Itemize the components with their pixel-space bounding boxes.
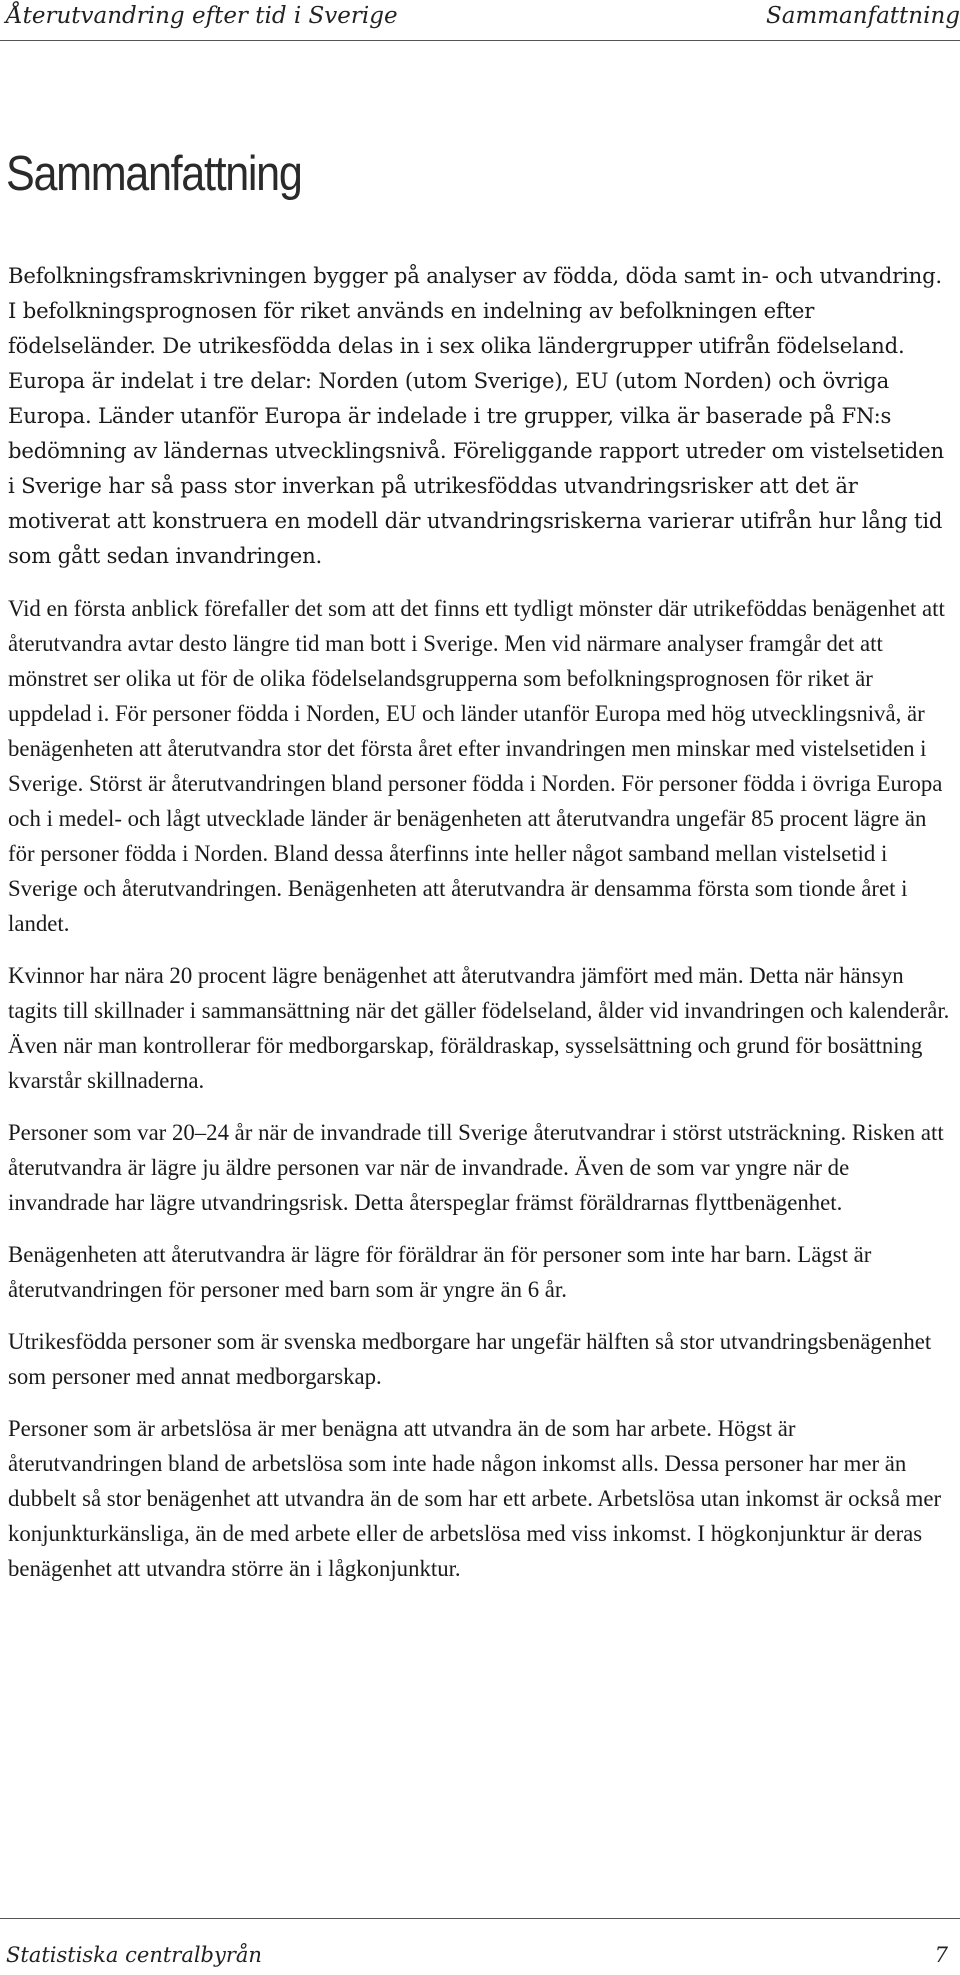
paragraph-unemployment: Personer som är arbetslösa är mer benägna att utvandra än de som har arbete. Högst är återutvandringen bland de arbetslösa som inte hade någon inkomst alls. Dessa personer har mer än dubbelt så stor benägenhet att utvandra än de som har ett arbete. Arbetslösa utan inkomst är också mer konjunkturkänsliga, än de med arbete eller de arbetslösa med viss inkomst. I högkonjunktur är deras benägenhet att utvandra större än i lågkonjunktur. (8, 1416, 942, 1581)
paragraph-parenthood: Benägenheten att återutvandra är lägre för föräldrar än för personer som inte har barn. Lägst är återutvandringen för personer med barn som är yngre än 6 år. (8, 1242, 872, 1302)
paragraph-age: Personer som var 20–24 år när de invandrade till Sverige återutvandrar i störst utsträckning. Risken att återutvandra är lägre ju äldre personen var när de invandrade. Även de som var yngre när de invandrade har lägre utvandringsrisk. Detta återspeglar främst föräldrarnas flyttbenägenhet. (8, 1120, 944, 1215)
paragraph-intro: Befolkningsframskrivningen bygger på analyser av födda, döda samt in- och utvandring. I befolkningsprognosen för riket används en indelning av befolkningen efter födelseländer. De utrikesfödda delas in i sex olika ländergrupper utifrån födelseland. Europa är indelat i tre delar: Norden (utom Sverige), EU (utom Norden) och övriga Europa. Länder utanför Europa är indelade i tre grupper, vilka är baserade på FN:s bedömning av ländernas utvecklingsnivå. Föreliggande rapport utreder om vistelsetiden i Sverige har så pass stor inverkan på utrikesföddas utvandringsrisker att det är motiverat att konstruera en modell där utvandringsriskerna varierar utifrån hur lång tid som gått sedan invandringen. (8, 263, 944, 568)
running-footer (0, 1918, 960, 1975)
footer-publisher: Statistiska centralbyrån (6, 1943, 262, 1967)
summary-body (8, 258, 952, 1603)
paragraph-gender: Kvinnor har nära 20 procent lägre benägenhet att återutvandra jämfört med män. Detta när hänsyn tagits till skillnader i sammansättning när det gäller födelseland, ålder vid invandringen och kalenderår. Även när man kontrollerar för medborgarskap, föräldraskap, sysselsättning och grund för bosättning kvarstår skillnaderna. (8, 963, 950, 1093)
paragraph-residence-time: Vid en första anblick förefaller det som att det finns ett tydligt mönster där utrikeföddas benägenhet att återutvandra avtar desto längre tid man bott i Sverige. Men vid närmare analyser framgår det att mönstret ser olika ut för de olika födelselandsgrupperna som befolkningsprognosen för riket är uppdelad i. För personer födda i Norden, EU och länder utanför Europa med hög utvecklingsnivå, är benägenheten att återutvandra stor det första året efter invandringen men minskar med vistelsetiden i Sverige. Störst är återutvandringen bland personer födda i Norden. För personer födda i övriga Europa och i medel- och lågt utvecklade länder är benägenheten att återutvandra ungefär 85 procent lägre än för personer födda i Norden. Bland dessa återfinns inte heller något samband mellan vistelsetid i Sverige och återutvandringen. Benägenheten att återutvandra är densamma första som tionde året i landet. (8, 596, 945, 936)
page-number: 7 (934, 1943, 948, 1967)
header-document-title: Återutvandring efter tid i Sverige (6, 3, 398, 29)
paragraph-citizenship: Utrikesfödda personer som är svenska medborgare har ungefär hälften så stor utvandringsbenägenhet som personer med annat medborgarskap. (8, 1329, 932, 1389)
running-header (0, 0, 960, 41)
header-section-title: Sammanfattning (765, 3, 960, 29)
page-title: Sammanfattning (6, 147, 302, 201)
